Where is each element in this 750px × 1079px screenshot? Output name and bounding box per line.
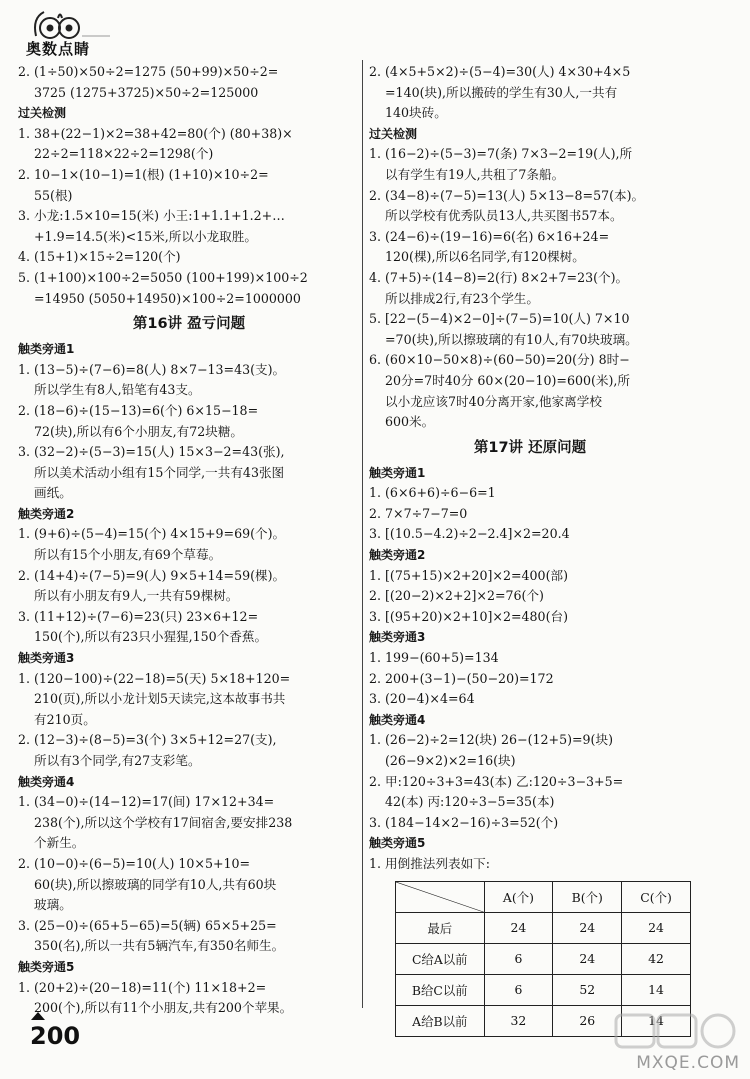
answer-line: 2. [(20−2)×2+2]×2=76(个): [369, 588, 544, 604]
answer-line: 1. 38+(22−1)×2=38+42=80(个) (80+38)×: [18, 125, 293, 141]
answer-line: 3. [(95+20)×2+10]×2=480(台): [369, 608, 568, 624]
answer-line-continued: 所以美术活动小组有15个同学,一共有43张图: [34, 464, 285, 480]
table-row-label: C给A以前: [396, 943, 485, 974]
table-cell: 24: [553, 943, 622, 974]
answer-line-continued: 210(页),所以小龙计划5天读完,这本故事书共: [34, 691, 286, 707]
header-logo-text: 奥数点睛: [26, 40, 91, 58]
answer-line-continued: 200(个),所以有11个小朋友,共有200个苹果。: [34, 1000, 293, 1016]
answer-line: 1. [(75+15)×2+20]×2=400(部): [369, 567, 568, 583]
section-title: 第16讲 盈亏问题: [132, 316, 246, 333]
table-row: [396, 943, 691, 974]
table-cell: 14: [622, 974, 691, 1005]
answer-line-continued: 所以有小朋友有9人,一共有59棵树。: [34, 588, 239, 604]
watermark-url: MXQE.COM: [636, 1053, 740, 1073]
subsection-heading: 触类旁通3: [18, 651, 75, 666]
answer-line: 2. (4×5+5×2)÷(5−4)=30(人) 4×30+4×5: [369, 64, 631, 79]
diagonal-line-icon: [396, 882, 484, 912]
answer-line: 3. 小龙:1.5×10=15(米) 小王:1+1.1+1.2+…: [18, 208, 285, 224]
subsection-heading: 触类旁通1: [18, 342, 75, 357]
answer-line: 3. (20−4)×4=64: [369, 691, 475, 707]
answer-line: 1. (20+2)÷(20−18)=11(个) 11×18+2=: [18, 979, 267, 995]
answer-line-continued: 140块砖。: [385, 105, 447, 121]
subsection-heading: 触类旁通1: [369, 465, 426, 480]
subsection-heading: 触类旁通4: [369, 712, 426, 727]
answer-line: 1. (26−2)÷2=12(块) 26−(12+5)=9(块): [369, 732, 613, 748]
answer-line-continued: +1.9=14.5(米)<15米,所以小龙取胜。: [34, 228, 257, 244]
answer-line-continued: =70(块),所以擦玻璃的有10人,有70块玻璃。: [385, 331, 638, 347]
left-column: [18, 62, 360, 1019]
subsection-heading: 触类旁通3: [369, 630, 426, 645]
answer-line-continued: 22÷2=118×22÷2=1298(个): [34, 146, 214, 162]
answer-line: 2. (1÷50)×50÷2=1275 (50+99)×50÷2=: [18, 64, 279, 79]
answer-line-continued: =140(块),所以搬砖的学生有30人,一共有: [385, 84, 618, 100]
table-cell: 32: [484, 1005, 553, 1036]
answer-line-continued: 42(本) 丙:120÷3−5=35(本): [385, 794, 555, 810]
answer-line: 5. [22−(5−4)×2−0]÷(7−5)=10(人) 7×10: [369, 311, 630, 327]
table-row-label: 最后: [396, 912, 485, 943]
answer-line: 2. (34−8)÷(7−5)=13(人) 5×13−8=57(本)。: [369, 187, 645, 203]
answer-line: 1. (9+6)÷(5−4)=15(个) 4×15+9=69(个)。: [18, 526, 286, 542]
right-column: [369, 62, 691, 1037]
answer-line: 6. (60×10−50×8)÷(60−50)=20(分) 8时−: [369, 352, 630, 368]
answer-line: 3. (32−2)÷(5−3)=15(人) 15×3−2=43(张),: [18, 444, 285, 460]
subsection-heading: 过关检测: [18, 106, 67, 121]
answer-line: 3. (184−14×2−16)÷3=52(个): [369, 814, 559, 830]
subsection-heading: 触类旁通5: [369, 836, 426, 851]
answer-line-continued: 350(名),所以一共有5辆汽车,有350名师生。: [34, 938, 285, 954]
table-cell: 24: [484, 912, 553, 943]
table-row: [396, 912, 691, 943]
subsection-heading: 触类旁通5: [18, 959, 75, 974]
answer-line: 1. 用倒推法列表如下:: [369, 855, 491, 871]
table-column-header: B(个): [553, 881, 622, 912]
table-cell: 26: [553, 1005, 622, 1036]
subsection-heading: 触类旁通2: [18, 506, 75, 521]
answer-line-continued: 20分=7时40分 60×(20−10)=600(米),所: [385, 372, 631, 388]
answer-line: 2. (12−3)÷(8−5)=3(个) 3×5+12=27(支),: [18, 732, 277, 748]
section-title: 第17讲 还原问题: [473, 439, 587, 456]
answer-line-continued: 600米。: [385, 414, 435, 430]
answer-line: 2. 10−1×(10−1)=1(根) (1+10)×10÷2=: [18, 166, 269, 182]
answer-line: 1. (13−5)÷(7−6)=8(人) 8×7−13=43(支)。: [18, 361, 286, 377]
column-divider: [362, 60, 363, 1008]
answer-line-continued: 150(个),所以有23只小猩猩,150个香蕉。: [34, 629, 268, 645]
answer-line: 2. 200+(3−1)−(50−20)=172: [369, 670, 554, 686]
subsection-heading: 触类旁通4: [18, 774, 75, 789]
answer-line: 1. (34−0)÷(14−12)=17(间) 17×12+34=: [18, 794, 275, 810]
subsection-heading: 触类旁通2: [369, 548, 426, 563]
answer-line: 1. (6×6+6)÷6−6=1: [369, 485, 496, 501]
table-row: [396, 974, 691, 1005]
page-number-icon: [30, 1010, 46, 1022]
answer-line-continued: 个新生。: [34, 835, 85, 851]
answer-line-continued: (26−9×2)×2=16(块): [385, 753, 516, 768]
answer-line: 3. (11+12)÷(7−6)=23(只) 23×6+12=: [18, 608, 259, 624]
answer-line: 4. (15+1)×15÷2=120(个): [18, 249, 181, 265]
answer-line-continued: 所以有15个小朋友,有69个草莓。: [34, 547, 222, 563]
table-corner-cell: [396, 881, 485, 912]
answer-line: 3. (24−6)÷(19−16)=6(名) 6×16+24=: [369, 228, 610, 244]
table-header-row: [396, 881, 691, 912]
table-cell: 52: [553, 974, 622, 1005]
page-number: 200: [30, 1022, 81, 1050]
table-cell: 14: [622, 1005, 691, 1036]
answer-line-continued: 所以学生有8人,铅笔有43支。: [34, 382, 201, 398]
answer-line-continued: 玻璃。: [34, 897, 72, 913]
answer-line-continued: 55(根): [34, 187, 73, 203]
answer-line-continued: 238(个),所以这个学校有17间宿舍,要安排238: [34, 814, 293, 830]
answer-line-continued: 60(块),所以擦玻璃的同学有10人,共有60块: [34, 876, 277, 892]
answer-line: 2. (14+4)÷(7−5)=9(人) 9×5+14=59(棵)。: [18, 567, 286, 583]
answer-line-continued: =14950 (5050+14950)×100÷2=1000000: [34, 290, 301, 306]
table-cell: 6: [484, 943, 553, 974]
table-cell: 24: [622, 912, 691, 943]
table-column-header: C(个): [622, 881, 691, 912]
answer-line: 3. [(10.5−4.2)÷2−2.4]×2=20.4: [369, 526, 570, 542]
answer-line: 4. (7+5)÷(14−8)=2(行) 8×2+7=23(个)。: [369, 269, 629, 285]
answer-line-continued: 3725 (1275+3725)×50÷2=125000: [34, 84, 259, 100]
answer-line: 1. (120−100)÷(22−18)=5(天) 5×18+120=: [18, 670, 291, 686]
answer-line-continued: 以小龙应该7时40分离开家,他家离学校: [385, 393, 602, 409]
table-cell: 24: [553, 912, 622, 943]
answer-line: 2. (18−6)÷(15−13)=6(个) 6×15−18=: [18, 402, 259, 418]
table-row-label: B给C以前: [396, 974, 485, 1005]
table-column-header: A(个): [484, 881, 553, 912]
answer-line-continued: 所以排成2行,有23个学生。: [385, 290, 539, 306]
subsection-heading: 过关检测: [369, 126, 418, 141]
answer-line: 1. (16−2)÷(5−3)=7(条) 7×3−2=19(人),所: [369, 146, 633, 162]
answer-line-continued: 72(块),所以有6个小朋友,有72块糖。: [34, 423, 244, 439]
answer-line-continued: 所以学校有优秀队员13人,共买图书57本。: [385, 208, 623, 224]
answer-line-continued: 画纸。: [34, 485, 72, 501]
answer-line-continued: 120(棵),所以6名同学,有120棵树。: [385, 249, 585, 265]
table-cell: 6: [484, 974, 553, 1005]
answer-line: 2. (10−0)÷(6−5)=10(人) 10×5+10=: [18, 855, 251, 871]
answer-line: 3. (25−0)÷(65+5−65)=5(辆) 65×5+25=: [18, 917, 277, 933]
answer-line-continued: 所以有3个同学,有27支彩笔。: [34, 753, 201, 768]
table-cell: 42: [622, 943, 691, 974]
answer-line: 5. (1+100)×100÷2=5050 (100+199)×100÷2: [18, 269, 308, 285]
answer-line: 1. 199−(60+5)=134: [369, 650, 499, 666]
answer-line: 2. 7×7÷7−7=0: [369, 505, 468, 521]
table-row-label: A给B以前: [396, 1005, 485, 1036]
answer-line-continued: 有210页。: [34, 711, 96, 727]
answer-line-continued: 以有学生有19人,共租了7条船。: [385, 166, 565, 182]
answer-line: 2. 甲:120÷3+3=43(本) 乙:120÷3−3+5=: [369, 773, 624, 789]
